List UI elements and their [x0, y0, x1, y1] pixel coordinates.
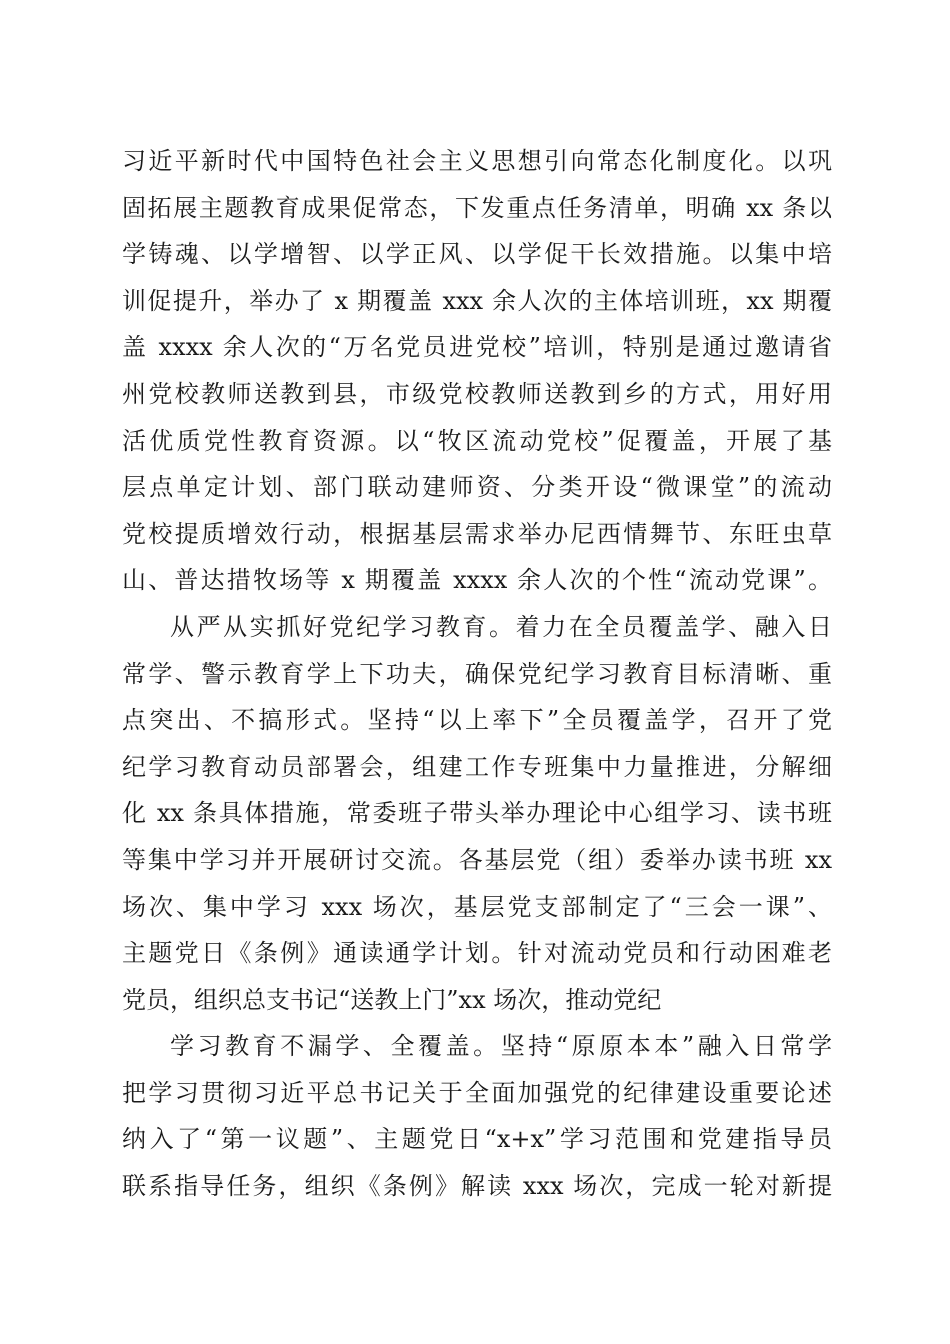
text-line: 山、普达措牧场等 x 期覆盖 xxxx 余人次的个性“流动党课”。: [122, 566, 832, 595]
text-line: 把学习贯彻习近平总书记关于全面加强党的纪律建设重要论述: [122, 1078, 832, 1107]
text-line: 活优质党性教育资源。以“牧区流动党校”促覆盖，开展了基: [122, 426, 832, 455]
text-line: 学习教育不漏学、全覆盖。坚持“原原本本”融入日常学: [170, 1032, 832, 1061]
text-line: 习近平新时代中国特色社会主义思想引向常态化制度化。以巩: [122, 147, 832, 175]
text-line: 党校提质增效行动，根据基层需求举办尼西情舞节、东旺虫草: [122, 519, 832, 548]
text-line: 州党校教师送教到县，市级党校教师送教到乡的方式，用好用: [122, 379, 832, 408]
text-line: 纳入了“第一议题”、主题党日“x+x”学习范围和党建指导员: [122, 1125, 832, 1154]
text-line: 层点单定计划、部门联动建师资、分类开设“微课堂”的流动: [122, 473, 832, 502]
text-line: 固拓展主题教育成果促常态，下发重点任务清单，明确 xx 条以: [122, 193, 832, 222]
text-line: 学铸魂、以学增智、以学正风、以学促干长效措施。以集中培: [122, 240, 832, 269]
text-line: 训促提升，举办了 x 期覆盖 xxx 余人次的主体培训班，xx 期覆: [122, 286, 832, 315]
text-line: 盖 xxxx 余人次的“万名党员进党校”培训，特别是通过邀请省: [122, 333, 832, 362]
text-line: 主题党日《条例》通读通学计划。针对流动党员和行动困难老: [122, 939, 832, 968]
text-line: 纪学习教育动员部署会，组建工作专班集中力量推进，分解细: [122, 752, 832, 781]
text-line: 点突出、不搞形式。坚持“以上率下”全员覆盖学，召开了党: [122, 706, 832, 735]
text-line: 常学、警示教育学上下功夫，确保党纪学习教育目标清晰、重: [122, 659, 832, 688]
body-text: [122, 138, 832, 1210]
text-line: 联系指导任务，组织《条例》解读 xxx 场次，完成一轮对新提: [122, 1172, 832, 1201]
text-line: 场次、集中学习 xxx 场次，基层党支部制定了“三会一课”、: [122, 892, 832, 921]
text-line: 党员，组织总支书记“送教上门”xx 场次，推动党纪: [122, 985, 662, 1014]
text-line: 等集中学习并开展研讨交流。各基层党（组）委举办读书班 xx: [122, 845, 832, 874]
text-line: 化 xx 条具体措施，常委班子带头举办理论中心组学习、读书班: [122, 799, 832, 828]
text-line: 从严从实抓好党纪学习教育。着力在全员覆盖学、融入日: [170, 612, 832, 641]
